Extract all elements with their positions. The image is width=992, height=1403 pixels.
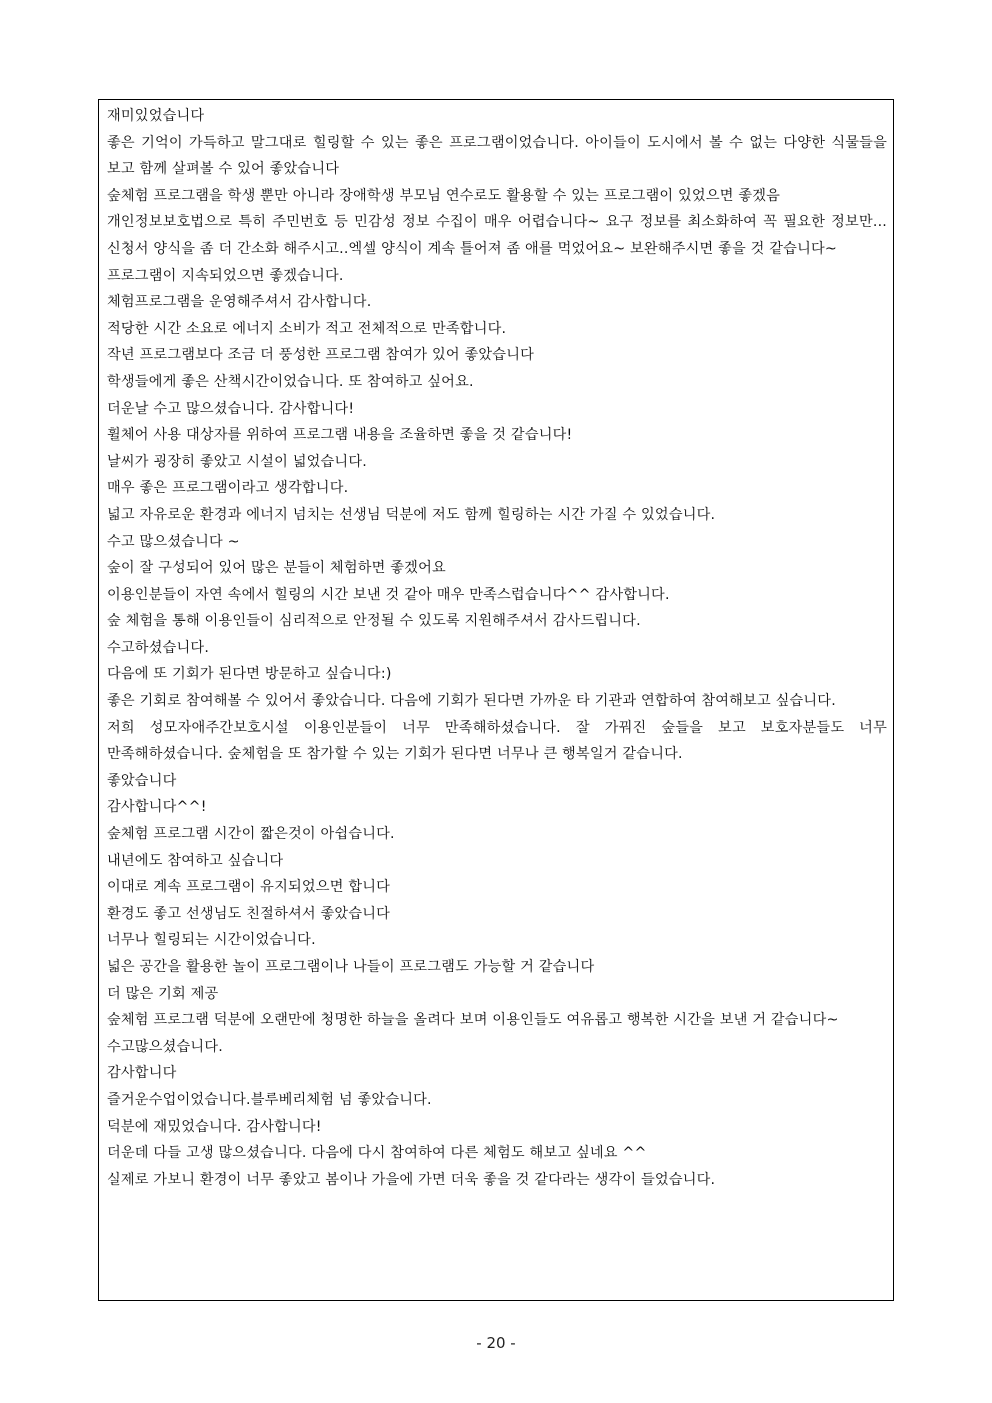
comment-entry: 학생들에게 좋은 산책시간이었습니다. 또 참여하고 싶어요.: [107, 373, 474, 390]
comment-entry: 개인정보보호법으로 특히 주민번호 등 민감성 정보 수집이 매우 어렵습니다~ 요구 정보를 최소화하여 꼭 필요한 정보만... 신청서 양식을 좀 더 간소화 해주시고..엑셀 양식이 계속 틀어져 좀 애를 먹었어요~ 보완해주시면 좋을 것 같습니다~: [107, 214, 887, 257]
comment-entry: 숲체험 프로그램 덕분에 오랜만에 청명한 하늘을 올려다 보며 이용인들도 여유롭고 행복한 시간을 보낸 거 같습니다~: [107, 1012, 839, 1029]
comment-entry: 더운데 다들 고생 많으셨습니다. 다음에 다시 참여하여 다른 체험도 해보고 싶네요 ^^: [107, 1145, 647, 1162]
comment-entry: 체험프로그램을 운영해주셔서 감사합니다.: [107, 294, 372, 311]
comment-entry: 넓은 공간을 활용한 놀이 프로그램이나 나들이 프로그램도 가능할 거 같습니다: [107, 959, 595, 975]
comment-entry: 넓고 자유로운 환경과 에너지 넘치는 선생님 덕분에 저도 함께 힐링하는 시간 가질 수 있었습니다.: [107, 506, 716, 523]
comment-entry: 숲체험 프로그램 시간이 짧은것이 아쉽습니다.: [107, 826, 395, 843]
comment-entry: 수고많으셨습니다.: [107, 1038, 223, 1055]
comment-entry: 프로그램이 지속되었으면 좋겠습니다.: [107, 267, 344, 284]
comment-entry: 내년에도 참여하고 싶습니다: [107, 852, 284, 869]
comment-entry: 이용인분들이 자연 속에서 힐링의 시간 보낸 것 같아 매우 만족스럽습니다^^ 감사합니다.: [107, 586, 670, 603]
comment-entry: 수고 많으셨습니다 ~: [107, 533, 240, 550]
comment-entry: 감사합니다^^!: [107, 799, 207, 816]
comments-box: [98, 99, 894, 1301]
comment-entry: 재미있었습니다: [107, 108, 205, 124]
comment-entry: 너무나 힐링되는 시간이었습니다.: [107, 932, 316, 949]
comment-entry: 더운날 수고 많으셨습니다. 감사합니다!: [107, 400, 355, 417]
comments-list: [107, 103, 887, 1193]
comment-entry: 숲 체험을 통해 이용인들이 심리적으로 안정될 수 있도록 지원해주셔서 감사드립니다.: [107, 613, 641, 630]
comment-entry: 적당한 시간 소요로 에너지 소비가 적고 전체적으로 만족합니다.: [107, 320, 507, 337]
comment-entry: 다음에 또 기회가 된다면 방문하고 싶습니다:): [107, 666, 392, 683]
comment-entry: 좋은 기회로 참여해볼 수 있어서 좋았습니다. 다음에 기회가 된다면 가까운 타 기관과 연합하여 참여해보고 싶습니다.: [107, 693, 836, 710]
comment-entry: 숲이 잘 구성되어 있어 많은 분들이 체험하면 좋겠어요: [107, 560, 446, 577]
comment-entry: 즐거운수업이었습니다.블루베리체험 넘 좋았습니다.: [107, 1091, 432, 1108]
comment-entry: 덕분에 재밌었습니다. 감사합니다!: [107, 1118, 322, 1135]
comment-entry: 날씨가 굉장히 좋았고 시설이 넓었습니다.: [107, 453, 367, 470]
comment-entry: 더 많은 기회 제공: [107, 985, 219, 1002]
comment-entry: 감사합니다: [107, 1065, 177, 1082]
comment-entry: 수고하셨습니다.: [107, 639, 210, 656]
page-number: - 20 -: [476, 1334, 516, 1352]
comment-entry: 휠체어 사용 대상자를 위하여 프로그램 내용을 조율하면 좋을 것 같습니다!: [107, 427, 573, 444]
comment-entry: 실제로 가보니 환경이 너무 좋았고 봄이나 가을에 가면 더욱 좋을 것 같다라는 생각이 들었습니다.: [107, 1171, 716, 1188]
comment-entry: 좋은 기억이 가득하고 말그대로 힐링할 수 있는 좋은 프로그램이었습니다. 아이들이 도시에서 볼 수 없는 다양한 식물들을 보고 함께 살펴볼 수 있어 좋았습니다: [107, 134, 887, 178]
comment-entry: 환경도 좋고 선생님도 친절하셔서 좋았습니다: [107, 905, 391, 922]
comment-entry: 작년 프로그램보다 조금 더 풍성한 프로그램 참여가 있어 좋았습니다: [107, 347, 535, 364]
comment-entry: 매우 좋은 프로그램이라고 생각합니다.: [107, 480, 349, 497]
comment-entry: 이대로 계속 프로그램이 유지되었으면 합니다: [107, 879, 391, 896]
comment-entry: 숲체험 프로그램을 학생 뿐만 아니라 장애학생 부모님 연수로도 활용할 수 있는 프로그램이 있었으면 좋겠음: [107, 187, 781, 204]
comment-entry: 저희 성모자애주간보호시설 이용인분들이 너무 만족해하셨습니다. 잘 가꿔진 숲들을 보고 보호자분들도 너무 만족해하셨습니다. 숲체험을 또 참가할 수 있는 기회가 된다면 너무나 큰 행복일거 같습니다.: [107, 719, 887, 763]
comment-entry: 좋았습니다: [107, 772, 177, 789]
